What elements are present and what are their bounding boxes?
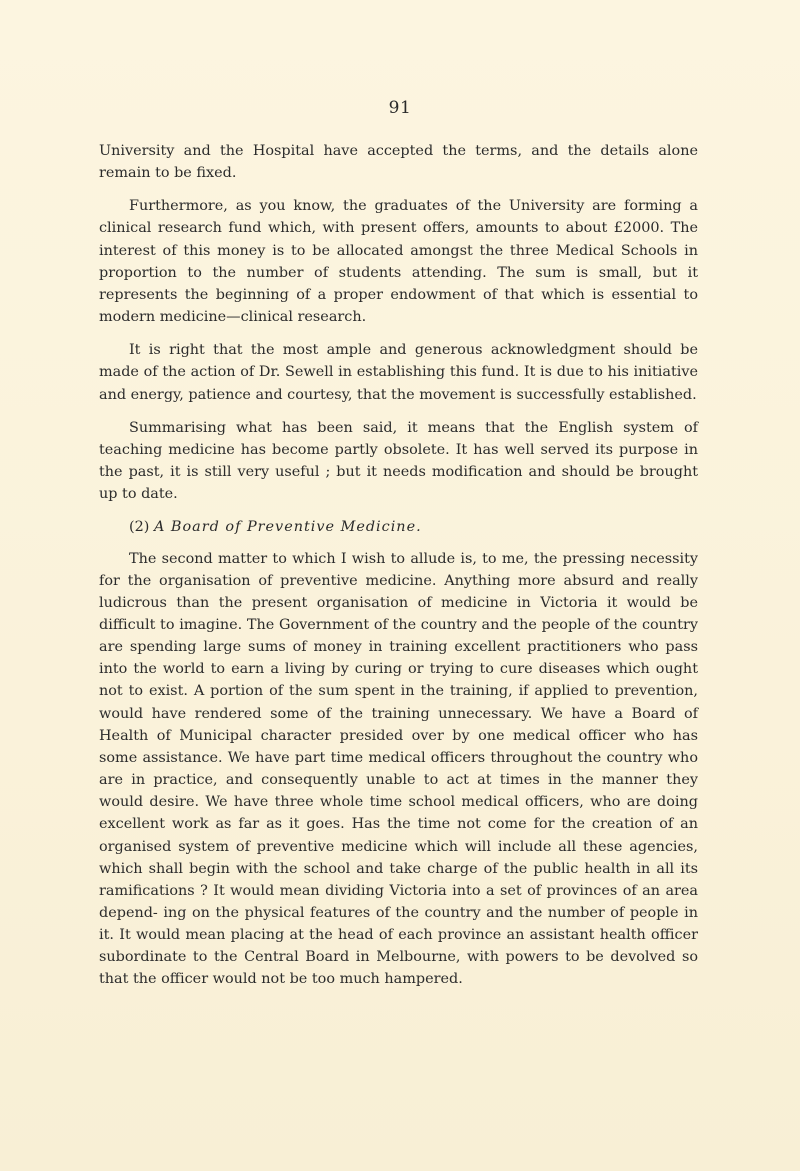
section-title: A Board of Preventive Medicine. xyxy=(153,519,422,536)
paragraph-continuation: University and the Hospital have accepted the terms, and the details alone remain to be fixed. xyxy=(99,143,698,182)
section-heading xyxy=(99,516,698,538)
body-text xyxy=(99,140,698,1002)
section-number: (2) xyxy=(129,519,150,536)
paragraph-acknowledgment: It is right that the most ample and generous acknowledgment should be made of the action of Dr. Sewell in establishing this fund. It is due to his initiative and energy, patience and courtesy, that the movement is successfully established. xyxy=(99,342,698,403)
paragraph-preventive-medicine: The second matter to which I wish to allude is, to me, the pressing necessity for the organisation of preventive medicine. Anything more absurd and really ludicrous than the present organisation of medicine in Victoria it would be difficult to imagine. The Government of the country and the people of the country are spending large sums of money in training excellent practitioners who pass into the world to earn a living by curing or trying to cure diseases which ought not to exist. A portion of the sum spent in the training, if applied to prevention, would have rendered some of the training unnecessary. We have a Board of Health of Municipal character presided over by one medical officer who has some assistance. We have part time medical officers throughout the country who are in practice, and consequently unable to act at times in the manner they would desire. We have three whole time school medical officers, who are doing excellent work as far as it goes. Has the time not come for the creation of an organised system of preventive medicine which will include all these agencies, which shall begin with the school and take charge of the public health in all its ramifications ? It would mean dividing Victoria into a set of provinces of an area depend- ing on the physical features of the country and the number of people in it. It would mean placing at the head of each province an assistant health officer subordinate to the Central Board in Melbourne, with powers to be devolved so that the officer would not be too much hampered. xyxy=(99,550,698,988)
paragraph-summary: Summarising what has been said, it means that the English system of teaching medicine has become partly obsolete. It has well served its purpose in the past, it is still very useful ; but it needs modification and should be brought up to date. xyxy=(99,419,698,503)
paragraph-clinical-research-fund: Furthermore, as you know, the graduates of the University are forming a clinical research fund which, with present offers, amounts to about £2000. The interest of this money is to be allocated amongst the three Medical Schools in proportion to the number of students attending. The sum is small, but it represents the beginning of a proper endowment of that which is essential to modern medicine—clinical research. xyxy=(99,198,698,326)
page-number: 91 xyxy=(388,98,412,118)
